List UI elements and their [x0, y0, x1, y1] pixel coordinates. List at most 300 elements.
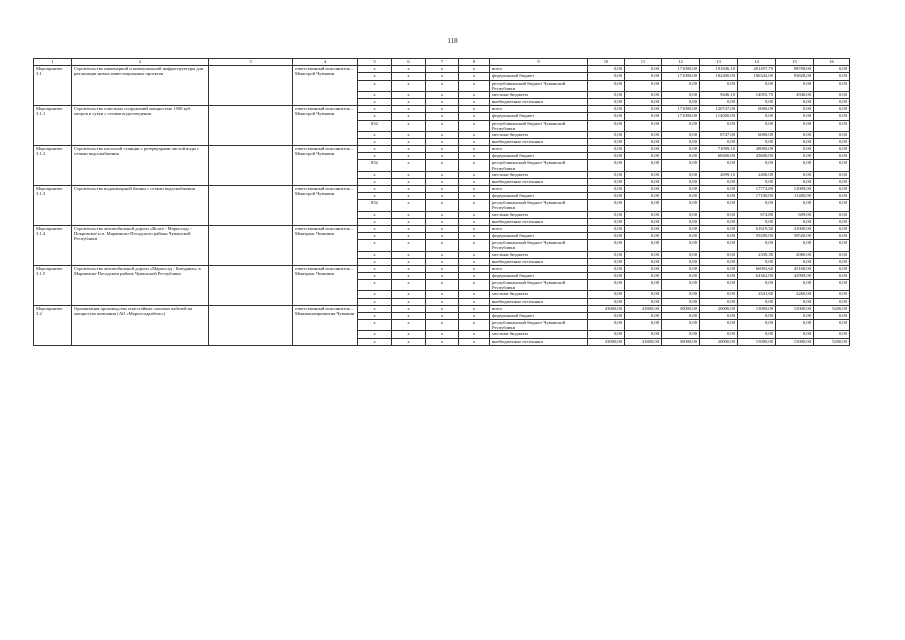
- code-cell: x: [392, 305, 426, 312]
- value-cell: 114000,00: [700, 113, 738, 120]
- code-cell: 832: [358, 200, 392, 211]
- code-cell: x: [426, 298, 459, 305]
- value-cell: 0,00: [700, 291, 738, 298]
- value-cell: 42908,00: [776, 273, 814, 280]
- header-cell: 10: [588, 59, 625, 66]
- value-cell: 0,00: [814, 138, 850, 145]
- code-cell: x: [459, 98, 490, 105]
- value-cell: 5200,00: [814, 338, 850, 345]
- source-cell: местные бюджеты: [490, 251, 588, 258]
- value-cell: 0,00: [814, 273, 850, 280]
- table-row: [34, 305, 850, 312]
- code-cell: x: [426, 193, 459, 200]
- code-cell: x: [392, 218, 426, 225]
- code-cell: x: [459, 265, 490, 272]
- code-cell: x: [426, 273, 459, 280]
- value-cell: 0,00: [662, 320, 700, 331]
- code-cell: x: [459, 225, 490, 232]
- value-cell: 0,00: [662, 200, 700, 211]
- table-row: [34, 66, 850, 73]
- source-cell: внебюджетные источники: [490, 258, 588, 265]
- value-cell: 0,00: [814, 265, 850, 272]
- event-name-cell: Строительство автомобильной дороги «Марпосад - Бичурино» в Мариинско-Посадском районе Чувашской Республики: [72, 265, 209, 305]
- code-cell: x: [392, 98, 426, 105]
- code-cell: x: [358, 225, 392, 232]
- event-cell: Мероприятие 3.1.5: [34, 265, 72, 305]
- value-cell: 66903,60: [738, 265, 776, 272]
- code-cell: x: [426, 200, 459, 211]
- value-cell: 64362,00: [738, 273, 776, 280]
- code-cell: 832: [358, 120, 392, 131]
- value-cell: 14955,70: [738, 91, 776, 98]
- value-cell: 0,00: [588, 200, 625, 211]
- code-cell: x: [426, 258, 459, 265]
- code-cell: x: [459, 66, 490, 73]
- value-cell: 0,00: [776, 200, 814, 211]
- value-cell: 0,00: [625, 160, 662, 171]
- value-cell: 0,00: [662, 313, 700, 320]
- value-cell: 0,00: [662, 273, 700, 280]
- value-cell: 0,00: [662, 160, 700, 171]
- value-cell: 0,00: [588, 113, 625, 120]
- value-cell: 0,00: [625, 146, 662, 153]
- source-cell: республиканский бюджет Чувашской Республики: [490, 320, 588, 331]
- code-cell: x: [426, 305, 459, 312]
- value-cell: 0,00: [662, 193, 700, 200]
- header-cell: 14: [738, 59, 776, 66]
- source-cell: всего: [490, 225, 588, 232]
- value-cell: 0,00: [700, 218, 738, 225]
- source-cell: внебюджетные источники: [490, 338, 588, 345]
- value-cell: 0,00: [776, 171, 814, 178]
- value-cell: 0,00: [625, 251, 662, 258]
- header-cell: 2: [72, 59, 209, 66]
- executor-cell: ответственный исполнитель – Минтранс Чувашии: [293, 265, 358, 305]
- code-cell: x: [358, 305, 392, 312]
- value-cell: 0,00: [814, 106, 850, 113]
- code-cell: x: [358, 320, 392, 331]
- code-cell: x: [392, 265, 426, 272]
- value-cell: 0,00: [814, 146, 850, 153]
- value-cell: 61619,30: [738, 225, 776, 232]
- value-cell: 0,00: [662, 258, 700, 265]
- value-cell: 48000,00: [738, 146, 776, 153]
- value-cell: 0,00: [588, 120, 625, 131]
- code-cell: x: [459, 305, 490, 312]
- code-cell: x: [426, 240, 459, 251]
- value-cell: 0,00: [588, 91, 625, 98]
- value-cell: 0,00: [700, 265, 738, 272]
- source-cell: республиканский бюджет Чувашской Республики: [490, 240, 588, 251]
- code-cell: x: [459, 280, 490, 291]
- value-cell: 93828,00: [776, 73, 814, 80]
- code-cell: x: [358, 313, 392, 320]
- code-cell: x: [459, 160, 490, 171]
- value-cell: 120747,00: [700, 106, 738, 113]
- code-cell: x: [426, 291, 459, 298]
- code-cell: x: [392, 120, 426, 131]
- value-cell: 41800,00: [625, 305, 662, 312]
- source-cell: федеральный бюджет: [490, 193, 588, 200]
- event-name-cell: Строительство автомобильной дороги «Волга - Марпосад» - Покровское н.п. Мариинско-Посадского района Чувашской Республики: [72, 225, 209, 265]
- source-cell: федеральный бюджет: [490, 73, 588, 80]
- code-cell: x: [426, 265, 459, 272]
- value-cell: 0,00: [700, 251, 738, 258]
- code-cell: x: [426, 186, 459, 193]
- value-cell: 0,00: [588, 98, 625, 105]
- executor-cell: ответственный исполнитель – Минстрой Чувашии: [293, 186, 358, 226]
- code-cell: x: [459, 73, 490, 80]
- value-cell: 0,00: [776, 98, 814, 105]
- code-cell: x: [392, 298, 426, 305]
- header-cell: 9: [490, 59, 588, 66]
- code-cell: x: [459, 153, 490, 160]
- code-cell: x: [392, 80, 426, 91]
- value-cell: 30000,00: [662, 338, 700, 345]
- value-cell: 0,00: [776, 146, 814, 153]
- value-cell: 0,00: [588, 106, 625, 113]
- value-cell: 609,00: [776, 211, 814, 218]
- code-cell: x: [358, 171, 392, 178]
- header-cell: 15: [776, 59, 814, 66]
- code-cell: x: [358, 280, 392, 291]
- table-row: [34, 146, 850, 153]
- value-cell: 0,00: [814, 193, 850, 200]
- value-cell: 0,00: [776, 313, 814, 320]
- value-cell: 0,00: [700, 80, 738, 91]
- value-cell: 0,00: [814, 233, 850, 240]
- value-cell: 0,00: [588, 171, 625, 178]
- value-cell: 6000,00: [738, 106, 776, 113]
- value-cell: 0,00: [814, 73, 850, 80]
- value-cell: 0,00: [814, 113, 850, 120]
- source-cell: всего: [490, 305, 588, 312]
- value-cell: 11400,00: [776, 193, 814, 200]
- source-cell: республиканский бюджет Чувашской Республики: [490, 280, 588, 291]
- value-cell: 0,00: [700, 233, 738, 240]
- value-cell: 0,00: [700, 298, 738, 305]
- header-cell: 16: [814, 59, 850, 66]
- value-cell: 0,00: [625, 80, 662, 91]
- value-cell: 0,00: [738, 113, 776, 120]
- value-cell: 0,00: [662, 120, 700, 131]
- code-cell: x: [358, 66, 392, 73]
- source-cell: внебюджетные источники: [490, 218, 588, 225]
- value-cell: 0,00: [625, 233, 662, 240]
- value-cell: 0,00: [738, 218, 776, 225]
- value-cell: 0,00: [700, 240, 738, 251]
- code-cell: x: [392, 153, 426, 160]
- value-cell: 45168,00: [776, 265, 814, 272]
- value-cell: 0,00: [776, 331, 814, 338]
- value-cell: 0,00: [625, 91, 662, 98]
- value-cell: 0,00: [588, 298, 625, 305]
- value-cell: 0,00: [776, 153, 814, 160]
- value-cell: 0,00: [700, 193, 738, 200]
- value-cell: 0,00: [776, 218, 814, 225]
- code-cell: x: [426, 98, 459, 105]
- value-cell: 0,00: [588, 280, 625, 291]
- code-cell: x: [426, 153, 459, 160]
- code-cell: x: [459, 258, 490, 265]
- value-cell: 0,00: [738, 138, 776, 145]
- code-cell: x: [392, 273, 426, 280]
- header-cell: 13: [700, 59, 738, 66]
- value-cell: 0,00: [814, 320, 850, 331]
- value-cell: 0,00: [814, 258, 850, 265]
- code-cell: x: [426, 160, 459, 171]
- code-cell: x: [426, 320, 459, 331]
- value-cell: 0,00: [814, 131, 850, 138]
- value-cell: 45600,00: [738, 153, 776, 160]
- code-cell: x: [459, 331, 490, 338]
- value-cell: 0,00: [662, 98, 700, 105]
- value-cell: 0,00: [625, 131, 662, 138]
- value-cell: 0,00: [700, 186, 738, 193]
- code-cell: x: [392, 160, 426, 171]
- value-cell: 2541,60: [738, 291, 776, 298]
- code-cell: x: [392, 113, 426, 120]
- value-cell: 0,00: [588, 225, 625, 232]
- value-cell: 0,00: [625, 298, 662, 305]
- value-cell: 59280,00: [738, 233, 776, 240]
- value-cell: 0,00: [814, 200, 850, 211]
- code-cell: x: [426, 313, 459, 320]
- value-cell: 0,00: [625, 153, 662, 160]
- source-cell: федеральный бюджет: [490, 153, 588, 160]
- value-cell: 0,00: [700, 120, 738, 131]
- code-cell: x: [459, 131, 490, 138]
- event-cell: Мероприятие 3.1.2: [34, 146, 72, 186]
- value-cell: 0,00: [776, 320, 814, 331]
- code-cell: x: [459, 233, 490, 240]
- code-cell: x: [358, 178, 392, 185]
- value-cell: 0,00: [588, 160, 625, 171]
- code-cell: x: [392, 211, 426, 218]
- value-cell: 0,00: [625, 200, 662, 211]
- value-cell: 0,00: [738, 178, 776, 185]
- code-cell: x: [459, 178, 490, 185]
- code-cell: x: [426, 280, 459, 291]
- value-cell: 41800,00: [625, 338, 662, 345]
- value-cell: 15000,00: [738, 338, 776, 345]
- code-cell: x: [358, 240, 392, 251]
- value-cell: 0,00: [700, 138, 738, 145]
- code-cell: x: [358, 186, 392, 193]
- source-cell: всего: [490, 186, 588, 193]
- code-cell: x: [459, 313, 490, 320]
- value-cell: 0,00: [625, 106, 662, 113]
- value-cell: 0,00: [738, 298, 776, 305]
- code-cell: x: [459, 240, 490, 251]
- value-cell: 0,00: [738, 120, 776, 131]
- code-cell: x: [392, 313, 426, 320]
- code-cell: x: [358, 233, 392, 240]
- code-cell: x: [459, 171, 490, 178]
- source-cell: местные бюджеты: [490, 91, 588, 98]
- value-cell: 0,00: [588, 66, 625, 73]
- table-row: [34, 265, 850, 272]
- value-cell: 0,00: [776, 298, 814, 305]
- value-cell: 0,00: [662, 146, 700, 153]
- code-cell: x: [392, 251, 426, 258]
- value-cell: 0,00: [814, 91, 850, 98]
- code-cell: x: [426, 225, 459, 232]
- source-cell: местные бюджеты: [490, 331, 588, 338]
- value-cell: 0,00: [662, 291, 700, 298]
- code-cell: x: [392, 171, 426, 178]
- empty-cell: [209, 186, 293, 226]
- value-cell: 0,00: [662, 233, 700, 240]
- value-cell: 0,00: [700, 200, 738, 211]
- code-cell: x: [358, 338, 392, 345]
- header-row: [34, 59, 850, 66]
- value-cell: 171000,00: [662, 66, 700, 73]
- code-cell: x: [459, 218, 490, 225]
- code-cell: x: [426, 218, 459, 225]
- value-cell: 17100,00: [738, 193, 776, 200]
- code-cell: x: [392, 338, 426, 345]
- source-cell: местные бюджеты: [490, 171, 588, 178]
- source-cell: всего: [490, 106, 588, 113]
- value-cell: 0,00: [588, 240, 625, 251]
- value-cell: 39520,00: [776, 233, 814, 240]
- code-cell: x: [358, 98, 392, 105]
- code-cell: x: [358, 106, 392, 113]
- source-cell: республиканский бюджет Чувашской Республики: [490, 120, 588, 131]
- code-cell: x: [392, 240, 426, 251]
- code-cell: x: [459, 193, 490, 200]
- value-cell: 98708,00: [776, 66, 814, 73]
- source-cell: местные бюджеты: [490, 291, 588, 298]
- code-cell: x: [426, 211, 459, 218]
- value-cell: 0,00: [662, 211, 700, 218]
- header-cell: 12: [662, 59, 700, 66]
- code-cell: x: [358, 291, 392, 298]
- event-name-cell: Строительство инженерной и коммунальной инфраструктуры для реализации новых инвестиционных проектов: [72, 66, 209, 106]
- value-cell: 0,00: [814, 291, 850, 298]
- value-cell: 0,00: [588, 313, 625, 320]
- source-cell: внебюджетные источники: [490, 298, 588, 305]
- code-cell: x: [459, 251, 490, 258]
- empty-cell: [209, 265, 293, 305]
- empty-cell: [209, 225, 293, 265]
- code-cell: x: [392, 138, 426, 145]
- value-cell: 0,00: [776, 178, 814, 185]
- code-cell: x: [426, 331, 459, 338]
- value-cell: 0,00: [814, 251, 850, 258]
- value-cell: 0,00: [776, 280, 814, 291]
- budget-table: [33, 58, 850, 346]
- code-cell: x: [459, 291, 490, 298]
- code-cell: x: [426, 120, 459, 131]
- code-cell: x: [426, 91, 459, 98]
- empty-cell: [209, 106, 293, 146]
- code-cell: x: [358, 298, 392, 305]
- code-cell: x: [459, 186, 490, 193]
- value-cell: 0,00: [662, 240, 700, 251]
- code-cell: x: [392, 91, 426, 98]
- value-cell: 2260,00: [776, 291, 814, 298]
- code-cell: x: [358, 265, 392, 272]
- header-cell: 4: [293, 59, 358, 66]
- value-cell: 0,00: [814, 186, 850, 193]
- code-cell: x: [358, 258, 392, 265]
- value-cell: 0,00: [625, 331, 662, 338]
- code-cell: x: [392, 280, 426, 291]
- source-cell: внебюджетные источники: [490, 178, 588, 185]
- value-cell: 0,00: [625, 113, 662, 120]
- value-cell: 0,00: [588, 73, 625, 80]
- source-cell: местные бюджеты: [490, 211, 588, 218]
- source-cell: всего: [490, 66, 588, 73]
- code-cell: x: [459, 273, 490, 280]
- value-cell: 0,00: [738, 80, 776, 91]
- value-cell: 186342,00: [738, 73, 776, 80]
- value-cell: 2080,00: [776, 251, 814, 258]
- value-cell: 15000,00: [738, 305, 776, 312]
- value-cell: 0,00: [814, 66, 850, 73]
- value-cell: 182400,00: [700, 73, 738, 80]
- event-name-cell: Строительство водонапорной башни с сетями водоснабжения: [72, 186, 209, 226]
- value-cell: 0,00: [588, 80, 625, 91]
- code-cell: x: [358, 91, 392, 98]
- code-cell: x: [459, 211, 490, 218]
- executor-cell: ответственный исполнитель – Минэкономразвития Чувашии: [293, 305, 358, 345]
- value-cell: 0,00: [776, 113, 814, 120]
- value-cell: 0,00: [700, 331, 738, 338]
- value-cell: 0,00: [662, 251, 700, 258]
- value-cell: 0,00: [662, 298, 700, 305]
- value-cell: 0,00: [738, 313, 776, 320]
- code-cell: x: [426, 146, 459, 153]
- value-cell: 0,00: [776, 258, 814, 265]
- value-cell: 0,00: [625, 258, 662, 265]
- value-cell: 0,00: [814, 153, 850, 160]
- value-cell: 0,00: [625, 138, 662, 145]
- code-cell: x: [459, 113, 490, 120]
- value-cell: 0,00: [738, 320, 776, 331]
- executor-cell: ответственный исполнитель – Минстрой Чувашии: [293, 106, 358, 146]
- value-cell: 0,00: [662, 171, 700, 178]
- value-cell: 43000,00: [588, 305, 625, 312]
- table-row: [34, 186, 850, 193]
- empty-cell: [209, 305, 293, 345]
- code-cell: x: [392, 331, 426, 338]
- value-cell: 0,00: [738, 280, 776, 291]
- value-cell: 0,00: [625, 240, 662, 251]
- value-cell: 0,00: [700, 225, 738, 232]
- value-cell: 0,00: [588, 193, 625, 200]
- value-cell: 0,00: [625, 211, 662, 218]
- source-cell: федеральный бюджет: [490, 273, 588, 280]
- source-cell: федеральный бюджет: [490, 113, 588, 120]
- value-cell: 0,00: [662, 178, 700, 185]
- value-cell: 0,00: [588, 218, 625, 225]
- value-cell: 0,00: [625, 178, 662, 185]
- value-cell: 0,00: [588, 153, 625, 160]
- code-cell: x: [459, 298, 490, 305]
- code-cell: x: [358, 146, 392, 153]
- code-cell: x: [392, 233, 426, 240]
- code-cell: x: [358, 73, 392, 80]
- value-cell: 30000,00: [662, 305, 700, 312]
- value-cell: 0,00: [588, 251, 625, 258]
- value-cell: 0,00: [625, 66, 662, 73]
- code-cell: x: [426, 113, 459, 120]
- value-cell: 191846,10: [700, 66, 738, 73]
- event-cell: Мероприятие 3.1.3: [34, 186, 72, 226]
